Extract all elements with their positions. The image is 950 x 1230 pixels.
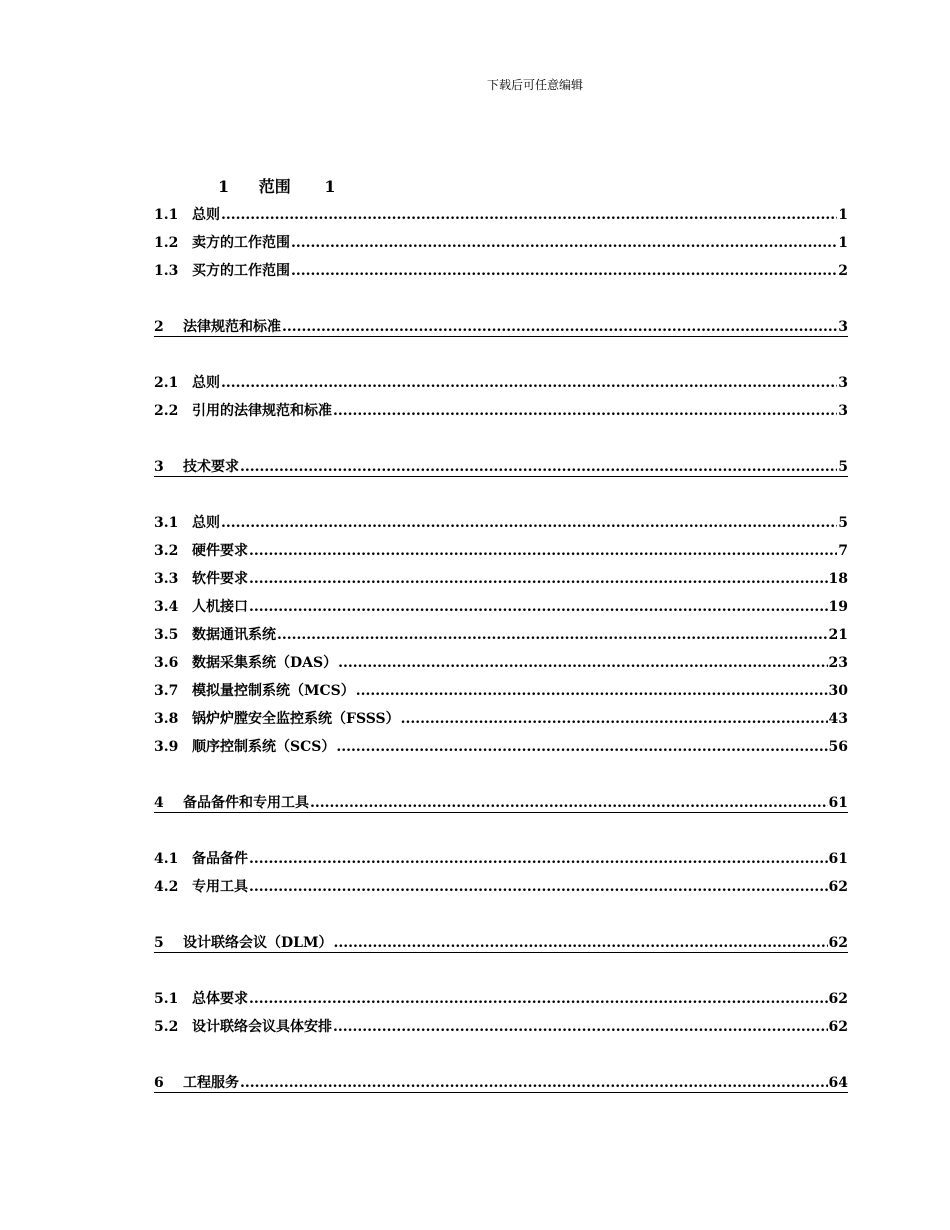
toc-entry-section[interactable] [154,984,848,1008]
toc-entry-title: 顺序控制系统（SCS） [192,739,336,755]
toc-entry-page: 1 [838,235,848,251]
toc-entry-title: 引用的法律规范和标准 [192,403,332,419]
toc-dot-leader [291,234,837,252]
toc-entry-page: 62 [828,991,848,1007]
toc-entry-page: 3 [838,375,848,391]
toc-entry-page: 64 [828,1075,848,1091]
header-note: 下载后可任意编辑 [486,78,583,92]
toc-entry-chapter[interactable] [154,452,848,477]
toc-entry-page: 2 [838,263,848,279]
toc-entry-number: 5.1 [154,991,179,1007]
toc-entry-number: 3.8 [154,711,179,727]
toc-entry-title: 模拟量控制系统（MCS） [192,683,355,699]
toc-entry-section[interactable] [154,620,848,644]
toc-entry-page: 23 [828,655,848,671]
toc-entry-title: 硬件要求 [192,543,248,559]
toc-entry-section[interactable] [154,872,848,896]
toc-entry-page: 19 [828,599,848,615]
toc-dot-leader [221,206,837,224]
toc-entry-number: 3.4 [154,599,179,615]
toc-entry-page: 1 [324,177,336,196]
toc-entry-title: 专用工具 [192,879,248,895]
toc-entry-title: 设计联络会议（DLM） [183,935,333,951]
toc-entry-title: 设计联络会议具体安排 [192,1019,332,1035]
toc-dot-leader [333,934,827,952]
toc-entry-page: 62 [828,1019,848,1035]
toc-entry-page: 61 [828,851,848,867]
toc-entry-page: 62 [828,935,848,951]
toc-entry-section[interactable] [154,228,848,252]
toc-entry-title: 法律规范和标准 [183,319,281,335]
toc-dot-leader [310,794,828,812]
toc-entry-number: 2.1 [154,375,179,391]
toc-dot-leader [221,374,837,392]
toc-entry-number: 1.2 [154,235,179,251]
toc-entry-number: 4.2 [154,879,179,895]
toc-dot-leader [249,570,828,588]
toc-entry-title: 买方的工作范围 [192,263,290,279]
toc-entry-section[interactable] [154,1012,848,1036]
toc-entry-section[interactable] [154,396,848,420]
toc-entry-number: 3.2 [154,543,179,559]
toc-entry-title: 锅炉炉膛安全监控系统（FSSS） [192,711,400,727]
toc-entry-chapter[interactable] [154,928,848,953]
toc-entry-number: 3.7 [154,683,179,699]
toc-entry-title: 总则 [192,207,220,223]
toc-entry-page: 5 [838,515,848,531]
toc-entry-section[interactable] [154,732,848,756]
toc-dot-leader [249,850,828,868]
toc-entry-title: 软件要求 [192,571,248,587]
toc-entry-section[interactable] [154,844,848,868]
toc-entry-page: 30 [828,683,848,699]
toc-entry-page: 61 [828,795,848,811]
toc-entry-number: 3.9 [154,739,179,755]
toc-entry-chapter-1[interactable] [218,174,335,197]
toc-entry-section[interactable] [154,256,848,280]
toc-entry-number: 3.1 [154,515,179,531]
toc-entry-number: 1.3 [154,263,179,279]
toc-dot-leader [249,990,828,1008]
toc-entry-number: 5 [154,935,164,951]
toc-entry-page: 7 [838,543,848,559]
toc-entry-section[interactable] [154,564,848,588]
toc-entry-title: 卖方的工作范围 [192,235,290,251]
toc-entry-page: 5 [838,459,848,475]
toc-dot-leader [401,710,828,728]
toc-entry-number: 3 [154,459,164,475]
toc-entry-title: 人机接口 [192,599,248,615]
toc-entry-section[interactable] [154,704,848,728]
toc-dot-leader [282,318,837,336]
toc-entry-number: 2.2 [154,403,179,419]
toc-entry-title: 技术要求 [183,459,239,475]
toc-dot-leader [277,626,828,644]
toc-entry-title: 数据采集系统（DAS） [192,655,338,671]
toc-entry-section[interactable] [154,508,848,532]
toc-entry-section[interactable] [154,536,848,560]
toc-dot-leader [240,1074,828,1092]
toc-dot-leader [356,682,828,700]
toc-entry-number: 5.2 [154,1019,179,1035]
toc-entry-number: 3.3 [154,571,179,587]
toc-entry-page: 3 [838,319,848,335]
toc-entry-title: 备品备件和专用工具 [183,795,309,811]
toc-entry-page: 21 [828,627,848,643]
toc-entry-page: 3 [838,403,848,419]
toc-entry-title: 范围 [258,177,291,196]
toc-dot-leader [221,514,837,532]
toc-entry-chapter[interactable] [154,1068,848,1093]
toc-dot-leader [338,654,827,672]
toc-entry-page: 18 [828,571,848,587]
toc-entry-section[interactable] [154,368,848,392]
toc-entry-chapter[interactable] [154,788,848,813]
toc-entry-page: 56 [828,739,848,755]
toc-dot-leader [291,262,837,280]
toc-entry-title: 工程服务 [183,1075,239,1091]
toc-entry-title: 总则 [192,375,220,391]
toc-entry-number: 1.1 [154,207,179,223]
toc-entry-title: 总体要求 [192,991,248,1007]
toc-dot-leader [333,1018,828,1036]
toc-dot-leader [333,402,837,420]
toc-dot-leader [249,878,828,896]
toc-entry-number: 1 [218,177,230,196]
toc-entry-title: 总则 [192,515,220,531]
toc-entry-number: 6 [154,1075,164,1091]
toc-dot-leader [249,542,837,560]
toc-entry-page: 1 [838,207,848,223]
toc-entry-page: 62 [828,879,848,895]
toc-entry-number: 4 [154,795,164,811]
toc-dot-leader [336,738,827,756]
toc-entry-number: 3.6 [154,655,179,671]
toc-entry-title: 备品备件 [192,851,248,867]
toc-entry-section[interactable] [154,592,848,616]
toc-entry-chapter[interactable] [154,312,848,337]
toc-entry-section[interactable] [154,648,848,672]
toc-entry-page: 43 [828,711,848,727]
toc-dot-leader [240,458,837,476]
toc-entry-number: 4.1 [154,851,179,867]
toc-entry-number: 3.5 [154,627,179,643]
toc-dot-leader [249,598,828,616]
toc-entry-number: 2 [154,319,164,335]
toc-entry-section[interactable] [154,676,848,700]
toc-entry-title: 数据通讯系统 [192,627,276,643]
toc-entry-section[interactable] [154,200,848,224]
